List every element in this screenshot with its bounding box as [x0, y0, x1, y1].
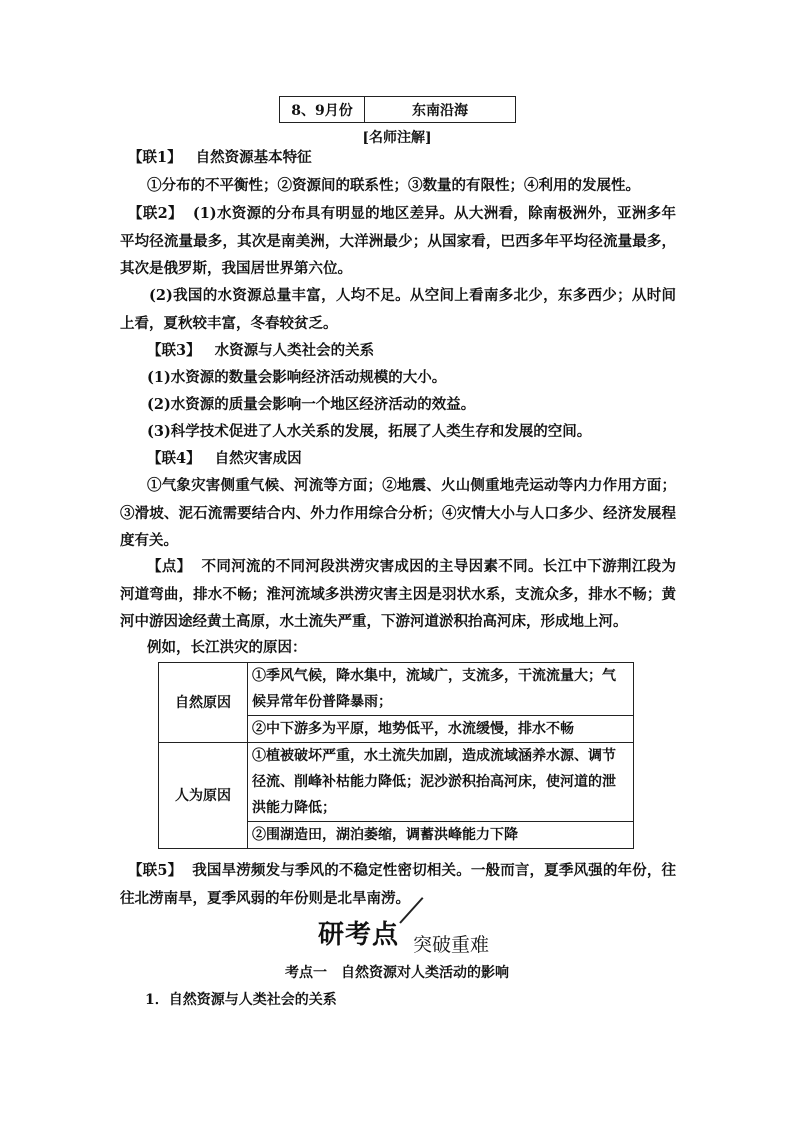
lian3-item-3: (3)科学技术促进了人水关系的发展，拓展了人类生存和发展的空间。 — [147, 423, 592, 440]
month-region-table — [279, 96, 516, 123]
dian-text: 不同河流的不同河段洪涝灾害成因的主导因素不同。长江中下游荆江段为河道弯曲，排水不畅；淮河流域多洪涝灾害主因是羽状水系，支流众多，排水不畅；黄河中游因途经黄土高原，水土流失严重，下游河道淤积抬高河床，形成地上河。 — [120, 558, 676, 630]
lian2-text-1: (1)水资源的分布具有明显的地区差异。从大洲看，除南极洲外，亚洲多年平均径流量最多，其次是南美洲，大洋洲最少；从国家看，巴西多年平均径流量最多，其次是俄罗斯，我国居世界第六位。 — [120, 205, 676, 277]
banner-sub-text: 突破重难 — [413, 934, 490, 956]
lian4-text: ①气象灾害侧重气候、河流等方面；②地震、火山侧重地壳运动等内力作用方面；③滑坡、泥石流需要结合内、外力作用综合分析；④灾情大小与人口多少、经济发展程度有关。 — [120, 477, 676, 549]
lian4-title: 自然灾害成因 — [214, 450, 302, 467]
lian3-title: 水资源与人类社会的关系 — [214, 342, 375, 359]
kaodian-title: 考点一 自然资源对人类活动的影响 — [285, 965, 509, 981]
lian3-item-2: (2)水资源的质量会影响一个地区经济活动的效益。 — [147, 396, 476, 413]
dian-paragraph — [120, 553, 676, 636]
note-title: [名师注解] — [362, 130, 432, 146]
example-line: 例如，长江洪灾的原因： — [147, 639, 307, 656]
banner-main-text: 研考点 — [318, 920, 400, 950]
natural-cause-1: ①季风气候，降水集中，流域广，支流多，干流流量大；气候异常年份普降暴雨； — [248, 663, 634, 716]
section-banner — [318, 914, 498, 954]
lian5-paragraph — [120, 857, 676, 912]
lian1-heading — [128, 144, 688, 171]
human-cause-2: ②围湖造田，湖泊萎缩，调蓄洪峰能力下降 — [248, 822, 634, 849]
lian3-tag: 【联3】 — [147, 342, 201, 359]
lian3-heading — [147, 337, 707, 364]
human-causes-head: 人为原因 — [159, 743, 248, 849]
dian-tag: 【点】 — [147, 558, 192, 575]
lian4-tag: 【联4】 — [147, 450, 201, 467]
lian1-tag: 【联1】 — [128, 149, 182, 166]
natural-causes-head: 自然原因 — [159, 663, 248, 743]
month-cell: 8、9月份 — [280, 97, 365, 123]
lian2-paragraph-1 — [120, 200, 676, 283]
section-title: 1．自然资源与人类社会的关系 — [145, 992, 337, 1008]
lian2-text-2: (2)我国的水资源总量丰富，人均不足。从空间上看南多北少，东多西少；从时间上看，夏秋较丰富，冬春较贫乏。 — [120, 287, 676, 332]
lian3-item-1: (1)水资源的数量会影响经济活动规模的大小。 — [147, 369, 447, 386]
lian2-tag: 【联2】 — [128, 205, 183, 222]
lian5-text: 我国旱涝频发与季风的不稳定性密切相关。一般而言，夏季风强的年份，往往北涝南旱，夏季风弱的年份则是北旱南涝。 — [120, 862, 676, 907]
lian1-title: 自然资源基本特征 — [195, 149, 312, 166]
lian5-tag: 【联5】 — [128, 862, 183, 879]
flood-causes-table — [158, 662, 634, 849]
lian1-text: ①分布的不平衡性；②资源间的联系性；③数量的有限性；④利用的发展性。 — [147, 177, 640, 194]
region-cell: 东南沿海 — [365, 97, 516, 123]
lian4-heading — [147, 445, 707, 472]
natural-cause-2: ②中下游多为平原，地势低平，水流缓慢，排水不畅 — [248, 716, 634, 743]
human-cause-1: ①植被破坏严重，水土流失加剧，造成流域涵养水源、调节径流、削峰补枯能力降低；泥沙淤积抬高河床，使河道的泄洪能力降低； — [248, 743, 634, 822]
